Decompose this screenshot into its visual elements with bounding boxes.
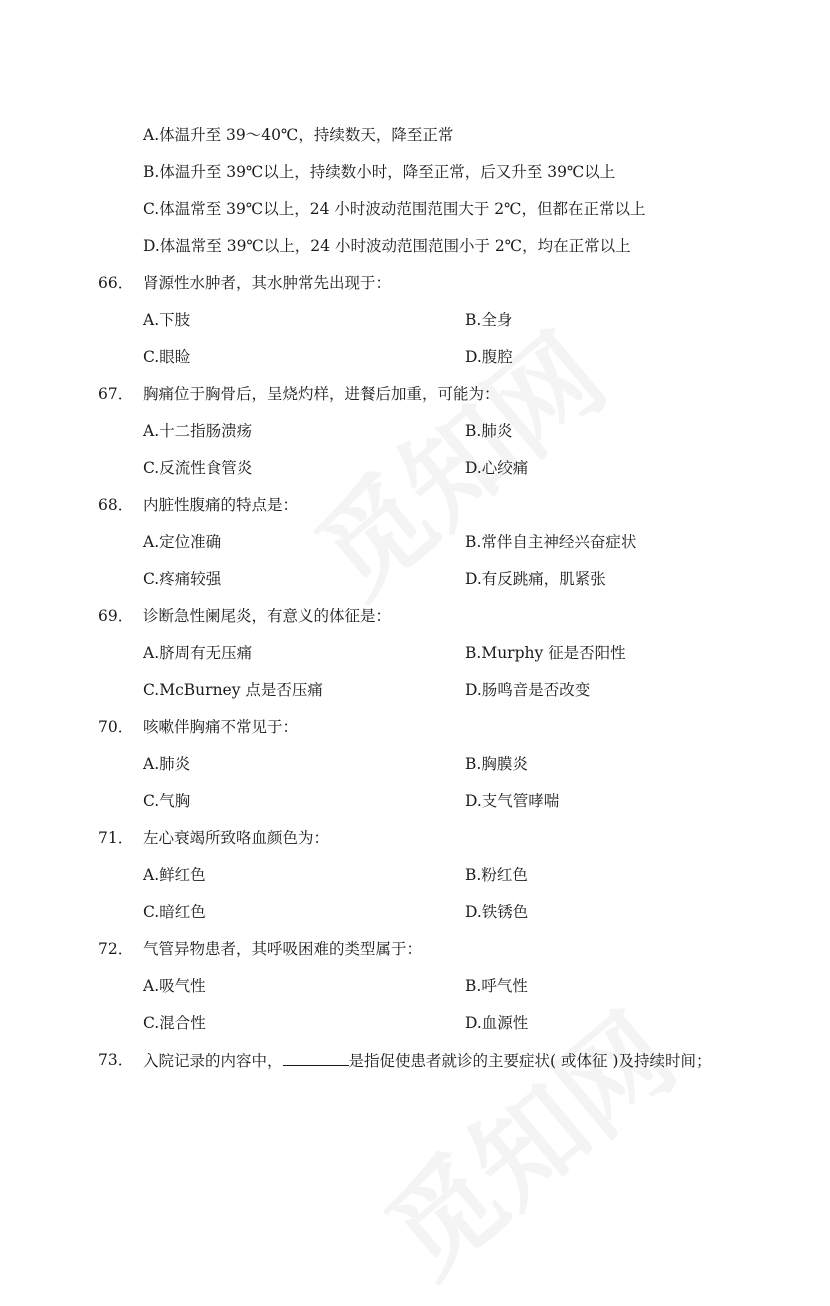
option-c: C.反流性食管炎 — [143, 459, 253, 477]
option-a: A.定位准确 — [143, 533, 222, 551]
option-c: C.暗红色 — [143, 903, 206, 921]
option-b: B.Murphy 征是否阳性 — [465, 644, 626, 662]
question-stem — [143, 1049, 711, 1072]
option-a: A.肺炎 — [143, 755, 191, 773]
fill-in-blank — [283, 1049, 349, 1066]
option-a: A.鲜红色 — [143, 866, 206, 884]
question-number: 72． — [98, 940, 134, 958]
q65-option-d: D.体温常至 39℃以上，24 小时波动范围范围小于 2℃，均在正常以上 — [143, 237, 631, 255]
question-number: 71． — [98, 829, 134, 847]
question-number: 70． — [98, 718, 134, 736]
question-stem: 胸痛位于胸骨后，呈烧灼样，进餐后加重，可能为： — [143, 385, 500, 403]
question-number: 67． — [98, 385, 134, 403]
option-b: B.粉红色 — [465, 866, 528, 884]
question-stem: 咳嗽伴胸痛不常见于： — [143, 718, 299, 736]
option-d: D.肠鸣音是否改变 — [465, 681, 591, 699]
option-d: D.腹腔 — [465, 348, 513, 366]
option-b: B.呼气性 — [465, 977, 528, 995]
option-d: D.支气管哮喘 — [465, 792, 560, 810]
q65-option-a: A.体温升至 39～40℃，持续数天，降至正常 — [143, 126, 454, 144]
option-b: B.胸膜炎 — [465, 755, 528, 773]
option-c: C.眼睑 — [143, 348, 191, 366]
option-d: D.铁锈色 — [465, 903, 529, 921]
option-d: D.心绞痛 — [465, 459, 529, 477]
question-number: 66． — [98, 274, 134, 292]
option-b: B.常伴自主神经兴奋症状 — [465, 533, 637, 551]
question-stem: 内脏性腹痛的特点是： — [143, 496, 299, 514]
option-c: C.疼痛较强 — [143, 570, 222, 588]
option-a: A.脐周有无压痛 — [143, 644, 253, 662]
q65-option-c: C.体温常至 39℃以上，24 小时波动范围范围大于 2℃，但都在正常以上 — [143, 200, 646, 218]
option-c: C.混合性 — [143, 1014, 206, 1032]
option-d: D.有反跳痛，肌紧张 — [465, 570, 606, 588]
question-stem: 诊断急性阑尾炎，有意义的体征是： — [143, 607, 392, 625]
option-a: A.十二指肠溃疡 — [143, 422, 253, 440]
option-b: B.肺炎 — [465, 422, 513, 440]
question-number: 69． — [98, 607, 134, 625]
stem-text-after: 是指促使患者就诊的主要症状( 或体征 )及持续时间； — [348, 1052, 712, 1070]
option-a: A.下肢 — [143, 311, 191, 329]
option-c: C.McBurney 点是否压痛 — [143, 681, 323, 699]
question-stem: 左心衰竭所致咯血颜色为： — [143, 829, 330, 847]
option-a: A.吸气性 — [143, 977, 206, 995]
option-b: B.全身 — [465, 311, 513, 329]
question-stem: 气管异物患者，其呼吸困难的类型属于： — [143, 940, 423, 958]
q65-option-b: B.体温升至 39℃以上，持续数小时，降至正常，后又升至 39℃以上 — [143, 163, 616, 181]
option-d: D.血源性 — [465, 1014, 529, 1032]
option-c: C.气胸 — [143, 792, 191, 810]
stem-text-before: 入院记录的内容中， — [143, 1052, 283, 1070]
question-number: 68． — [98, 496, 134, 514]
question-number: 73． — [98, 1051, 134, 1069]
question-stem: 肾源性水肿者，其水肿常先出现于： — [143, 274, 392, 292]
